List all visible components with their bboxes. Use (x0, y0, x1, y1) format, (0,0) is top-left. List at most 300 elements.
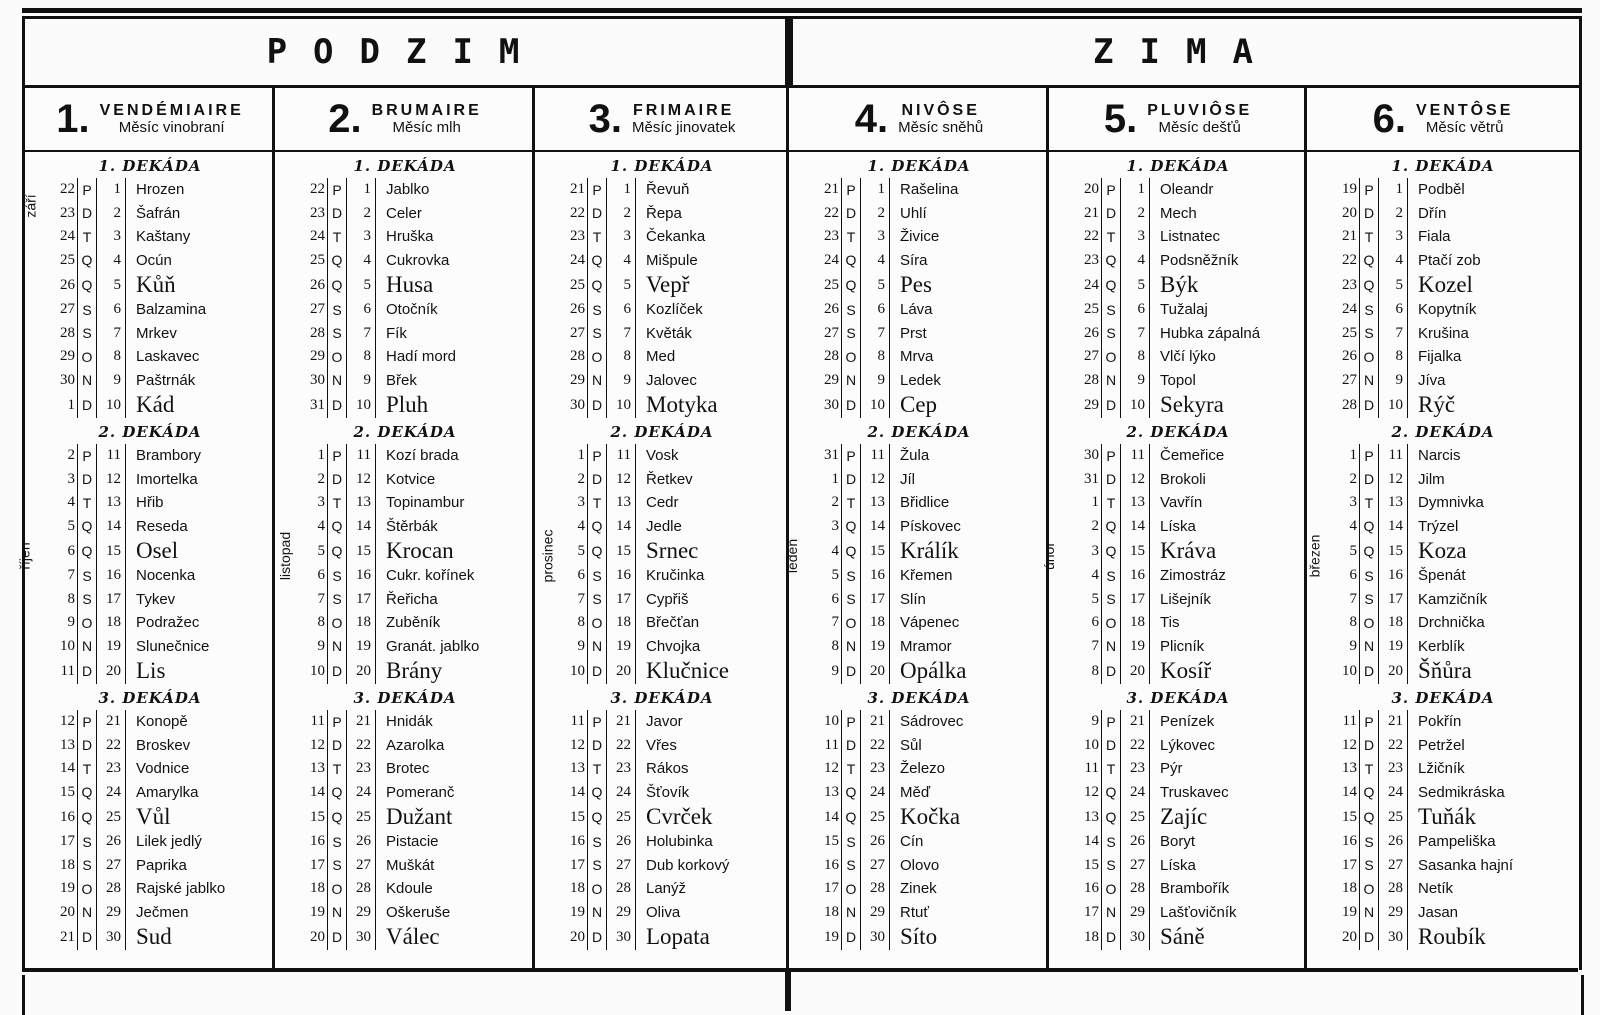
day-row (297, 345, 458, 369)
weekday-letter: S (1102, 564, 1121, 588)
republican-day: 15 (607, 538, 636, 564)
day-row (1329, 635, 1489, 659)
weekday-letter: O (1360, 611, 1379, 635)
republican-day: 4 (861, 249, 890, 273)
republican-day: 18 (97, 611, 126, 635)
gregorian-day: 20 (1342, 928, 1357, 945)
gregorian-day: 21 (1084, 204, 1099, 221)
gregorian-day: 21 (1342, 228, 1357, 245)
day-row (811, 804, 965, 830)
gregorian-day: 3 (1349, 494, 1357, 511)
month-names (372, 103, 482, 136)
dekada-body (275, 178, 535, 418)
day-row (557, 392, 720, 418)
day-row (47, 345, 208, 369)
day-name: Špenát (1418, 567, 1466, 585)
gregorian-day: 25 (1342, 324, 1357, 341)
day-name: Husa (386, 272, 434, 297)
gregorian-day: 25 (1084, 301, 1099, 318)
day-row (1329, 272, 1483, 298)
weekday-letter: D (78, 924, 97, 950)
republican-day: 12 (347, 468, 376, 492)
gregorian-day: 10 (570, 662, 585, 679)
day-name: Osel (136, 538, 179, 563)
republican-day: 20 (97, 658, 126, 684)
weekday-letter: N (328, 635, 347, 659)
day-name: Uhlí (900, 204, 927, 222)
month-subtitle: Měsíc mlh (392, 118, 461, 136)
day-row (1329, 322, 1483, 346)
gregorian-day: 14 (310, 783, 325, 800)
day-row (811, 322, 960, 346)
day-row (1071, 901, 1239, 925)
day-row (47, 635, 211, 659)
day-row (297, 444, 481, 468)
day-name: Kůň (136, 272, 176, 297)
day-row (297, 734, 456, 758)
day-name: Klučnice (646, 658, 730, 683)
weekday-letter: Q (78, 272, 97, 298)
gregorian-day: 10 (310, 662, 325, 679)
dekada-table (557, 178, 720, 418)
republican-day: 12 (97, 468, 126, 492)
weekday-letter: N (328, 369, 347, 393)
weekday-letter: Q (1360, 538, 1379, 564)
day-name: Podražec (136, 614, 200, 632)
day-row (1329, 588, 1489, 612)
republican-day: 1 (347, 178, 376, 202)
gregorian-day: 29 (824, 371, 839, 388)
republican-day: 5 (861, 272, 890, 298)
weekday-letter: D (588, 468, 607, 492)
gregorian-day: 13 (60, 736, 75, 753)
day-name: Válec (386, 924, 440, 949)
weekday-letter: D (588, 202, 607, 226)
weekday-letter: D (328, 734, 347, 758)
day-name: Vosk (646, 447, 679, 465)
day-name: Oškeruše (386, 903, 451, 921)
dekada-table (811, 178, 960, 418)
republican-day: 10 (97, 392, 126, 418)
republican-day: 6 (1379, 298, 1408, 322)
gregorian-day: 27 (570, 324, 585, 341)
gregorian-day: 11 (1342, 713, 1357, 730)
day-name: Břidlice (900, 494, 950, 512)
gregorian-day: 14 (1342, 783, 1357, 800)
month-name: NIVÔSE (901, 101, 980, 119)
weekday-letter: D (842, 392, 861, 418)
republican-day: 10 (607, 392, 636, 418)
weekday-letter: P (842, 178, 861, 202)
day-name: Sáně (1160, 924, 1205, 949)
weekday-letter: O (842, 611, 861, 635)
dekada-title: 3. DEKÁDA (353, 689, 457, 707)
gregorian-day: 25 (310, 251, 325, 268)
republican-day: 26 (861, 830, 890, 854)
day-row (47, 757, 227, 781)
republican-day: 9 (347, 369, 376, 393)
day-row (811, 538, 968, 564)
day-name: Roubík (1418, 924, 1486, 949)
gregorian-day: 23 (1342, 276, 1357, 293)
gregorian-day: 30 (60, 371, 75, 388)
weekday-letter: D (78, 468, 97, 492)
weekday-letter: Q (78, 515, 97, 539)
republican-day: 26 (347, 830, 376, 854)
day-name: Dužant (386, 804, 453, 829)
republican-day: 4 (607, 249, 636, 273)
republican-day: 19 (607, 635, 636, 659)
weekday-letter: Q (842, 538, 861, 564)
day-name: Koza (1418, 538, 1467, 563)
day-name: Drchnička (1418, 614, 1485, 632)
day-name: Lišejník (1160, 590, 1211, 608)
weekday-letter: D (1360, 468, 1379, 492)
day-row (297, 178, 458, 202)
gregorian-day: 19 (310, 903, 325, 920)
day-row (297, 804, 456, 830)
day-row (47, 322, 208, 346)
day-row (811, 202, 960, 226)
republican-day: 4 (1379, 249, 1408, 273)
day-row (297, 225, 458, 249)
day-name: Mramor (900, 637, 952, 655)
day-row (47, 588, 211, 612)
day-row (557, 564, 731, 588)
dekada-title: 1. DEKÁDA (867, 157, 971, 175)
day-row (811, 225, 960, 249)
day-name: Kopytník (1418, 301, 1477, 319)
republican-day: 2 (347, 202, 376, 226)
day-name: Rašelina (900, 181, 959, 199)
weekday-letter: S (1102, 298, 1121, 322)
gregorian-day: 9 (317, 637, 325, 654)
day-name: Šťovík (646, 783, 690, 801)
dekada-table (47, 444, 211, 684)
gregorian-day: 29 (310, 348, 325, 365)
day-name: Jíva (1418, 371, 1446, 389)
gregorian-day: 29 (60, 348, 75, 365)
day-name: Cep (900, 392, 938, 417)
day-row (557, 635, 731, 659)
bottom-box (22, 975, 1584, 1015)
day-name: Lašťovičník (1160, 903, 1237, 921)
day-name: Lžičník (1418, 760, 1465, 778)
day-row (47, 611, 211, 635)
weekday-letter: D (1360, 924, 1379, 950)
day-name: Amarylka (136, 783, 199, 801)
gregorian-day: 10 (60, 637, 75, 654)
republican-day: 23 (861, 757, 890, 781)
day-name: Jalovec (646, 371, 697, 389)
day-name: Břek (386, 371, 417, 389)
weekday-letter: D (328, 468, 347, 492)
day-row (1329, 178, 1483, 202)
dekada-table (557, 710, 731, 950)
day-name: Mrkev (136, 324, 177, 342)
republican-day: 17 (347, 588, 376, 612)
weekday-letter: S (588, 564, 607, 588)
weekday-letter: S (1360, 298, 1379, 322)
weekday-letter: O (328, 345, 347, 369)
day-row (557, 491, 731, 515)
day-row (47, 830, 227, 854)
gregorian-day: 3 (1091, 542, 1099, 559)
day-name: Zimostráz (1160, 567, 1226, 585)
day-row (1329, 444, 1489, 468)
republican-day: 15 (1379, 538, 1408, 564)
day-name: Imortelka (136, 470, 198, 488)
dekada-title: 3. DEKÁDA (1391, 689, 1495, 707)
day-row (1329, 854, 1515, 878)
republican-day: 1 (861, 178, 890, 202)
republican-day: 27 (1379, 854, 1408, 878)
republican-day: 26 (1379, 830, 1408, 854)
day-name: Muškát (386, 856, 435, 874)
gregorian-day: 30 (1084, 447, 1099, 464)
day-row (47, 392, 208, 418)
gregorian-day: 20 (1342, 204, 1357, 221)
gregorian-day: 27 (310, 301, 325, 318)
weekday-letter: Q (588, 272, 607, 298)
weekday-letter: S (1360, 830, 1379, 854)
day-row (1329, 298, 1483, 322)
gregorian-day: 14 (60, 760, 75, 777)
day-name: Zajíc (1160, 804, 1208, 829)
gregorian-day: 11 (570, 713, 585, 730)
day-row (297, 635, 481, 659)
dekada-body (789, 178, 1049, 418)
republican-day: 29 (97, 901, 126, 925)
month-number: 1. (56, 97, 90, 141)
day-name: Rákos (646, 760, 689, 778)
gregorian-day: 7 (1091, 637, 1099, 654)
day-name: Motyka (646, 392, 718, 417)
gregorian-day: 5 (577, 542, 585, 559)
month-names (1147, 103, 1252, 136)
gregorian-day: 13 (1084, 808, 1099, 825)
republican-day: 7 (97, 322, 126, 346)
gregorian-day: 12 (60, 713, 75, 730)
day-name: Kráva (1160, 538, 1217, 563)
weekday-letter: S (588, 830, 607, 854)
day-name: Plicník (1160, 637, 1205, 655)
day-row (47, 781, 227, 805)
gregorian-day: 11 (1084, 760, 1099, 777)
gregorian-day: 31 (310, 396, 325, 413)
weekday-letter: S (588, 588, 607, 612)
weekday-letter: Q (78, 781, 97, 805)
gregorian-day: 7 (317, 590, 325, 607)
month-column (16, 88, 278, 970)
republican-day: 13 (1379, 491, 1408, 515)
day-name: Sůl (900, 736, 922, 754)
day-row (1071, 564, 1228, 588)
weekday-letter: T (1360, 225, 1379, 249)
day-name: Šňůra (1418, 658, 1472, 683)
republican-day: 29 (861, 901, 890, 925)
day-name: Fiala (1418, 228, 1451, 246)
day-name: Vápenec (900, 614, 960, 632)
day-row (1329, 491, 1489, 515)
day-name: Vepř (646, 272, 690, 297)
day-row (557, 781, 731, 805)
dekada-body (1049, 710, 1307, 950)
weekday-letter: N (78, 635, 97, 659)
republican-day: 28 (97, 877, 126, 901)
day-name: Vlčí lýko (1160, 348, 1216, 366)
day-row (297, 468, 481, 492)
weekday-letter: Q (328, 804, 347, 830)
day-row (557, 249, 720, 273)
day-name: Čemeřice (1160, 447, 1225, 465)
weekday-letter: D (842, 202, 861, 226)
republican-day: 13 (97, 491, 126, 515)
day-name: Řevuň (646, 181, 690, 199)
weekday-letter: O (1360, 345, 1379, 369)
day-row (1329, 249, 1483, 273)
republican-day: 8 (1121, 345, 1150, 369)
republican-day: 25 (1379, 804, 1408, 830)
gregorian-day: 2 (67, 447, 75, 464)
republican-day: 8 (347, 345, 376, 369)
day-row (557, 588, 731, 612)
republican-day: 28 (607, 877, 636, 901)
weekday-letter: D (328, 924, 347, 950)
weekday-letter: N (1102, 635, 1121, 659)
weekday-letter: D (1102, 924, 1121, 950)
weekday-letter: D (1102, 202, 1121, 226)
month-names (100, 103, 244, 136)
gregorian-day: 27 (60, 301, 75, 318)
day-row (811, 734, 965, 758)
day-name: Rýč (1418, 392, 1456, 417)
weekday-letter: D (588, 734, 607, 758)
republican-day: 25 (861, 804, 890, 830)
gregorian-day: 15 (1084, 856, 1099, 873)
weekday-letter: P (78, 178, 97, 202)
gregorian-month-label: listopad (277, 531, 294, 581)
weekday-letter: D (588, 924, 607, 950)
day-row (1329, 369, 1483, 393)
day-row (297, 877, 456, 901)
day-row (297, 854, 456, 878)
day-name: Sud (136, 924, 172, 949)
republican-day: 26 (1121, 830, 1150, 854)
day-row (47, 515, 211, 539)
day-row (297, 830, 456, 854)
republican-day: 20 (607, 658, 636, 684)
day-name: Štěrbák (386, 517, 438, 535)
republican-day: 16 (97, 564, 126, 588)
weekday-letter: Q (328, 272, 347, 298)
weekday-letter: S (842, 588, 861, 612)
republican-day: 7 (347, 322, 376, 346)
day-row (557, 272, 720, 298)
gregorian-day: 24 (60, 228, 75, 245)
day-name: Lis (136, 658, 166, 683)
month-header (275, 88, 535, 152)
republican-day: 2 (1379, 202, 1408, 226)
day-row (1071, 298, 1262, 322)
day-row (47, 298, 208, 322)
dekada-body (1041, 444, 1307, 684)
weekday-letter: P (328, 444, 347, 468)
republican-day: 18 (1379, 611, 1408, 635)
gregorian-day: 19 (1342, 181, 1357, 198)
day-row (1071, 830, 1239, 854)
republican-day: 20 (1379, 658, 1408, 684)
gregorian-day: 24 (570, 251, 585, 268)
weekday-letter: D (842, 924, 861, 950)
day-name: Řepa (646, 204, 682, 222)
republican-day: 27 (347, 854, 376, 878)
gregorian-day: 12 (824, 760, 839, 777)
republican-day: 30 (97, 924, 126, 950)
month-column (1041, 88, 1310, 970)
day-row (297, 588, 481, 612)
month-name: VENDÉMIAIRE (99, 101, 244, 119)
weekday-letter: N (588, 369, 607, 393)
day-row (1329, 564, 1489, 588)
day-name: Lilek jedlý (136, 833, 202, 851)
day-name: Opálka (900, 658, 967, 683)
day-row (297, 249, 458, 273)
day-name: Králík (900, 538, 959, 563)
day-name: Hrozen (136, 181, 185, 199)
gregorian-day: 8 (577, 614, 585, 631)
gregorian-day: 18 (310, 880, 325, 897)
weekday-letter: D (1360, 202, 1379, 226)
day-row (47, 491, 211, 515)
weekday-letter: D (328, 392, 347, 418)
day-row (297, 491, 481, 515)
month-subtitle: Měsíc dešťů (1158, 118, 1241, 136)
day-name: Vodnice (136, 760, 190, 778)
dekada-title: 3. DEKÁDA (1126, 689, 1230, 707)
day-row (1329, 658, 1489, 684)
republican-day: 18 (861, 611, 890, 635)
weekday-letter: D (78, 392, 97, 418)
gregorian-day: 23 (824, 228, 839, 245)
gregorian-day: 7 (1349, 590, 1357, 607)
gregorian-day: 22 (310, 181, 325, 198)
dekada-title: 2. DEKÁDA (1391, 423, 1495, 441)
weekday-letter: T (842, 491, 861, 515)
gregorian-day: 17 (1342, 856, 1357, 873)
weekday-letter: T (588, 757, 607, 781)
republican-day: 17 (1121, 588, 1150, 612)
gregorian-day: 3 (317, 494, 325, 511)
day-name: Paštrnák (136, 371, 196, 389)
republican-day: 30 (607, 924, 636, 950)
day-row (1071, 588, 1228, 612)
republican-day: 10 (861, 392, 890, 418)
gregorian-day: 29 (570, 371, 585, 388)
month-names (898, 103, 983, 136)
dekada-body (535, 710, 789, 950)
day-row (557, 369, 720, 393)
republican-day: 19 (1121, 635, 1150, 659)
gregorian-day: 3 (577, 494, 585, 511)
gregorian-day: 2 (577, 470, 585, 487)
day-name: Javor (646, 713, 683, 731)
weekday-letter: T (328, 225, 347, 249)
republican-day: 22 (861, 734, 890, 758)
day-row (811, 515, 968, 539)
weekday-letter: T (1360, 491, 1379, 515)
gregorian-day: 18 (824, 903, 839, 920)
